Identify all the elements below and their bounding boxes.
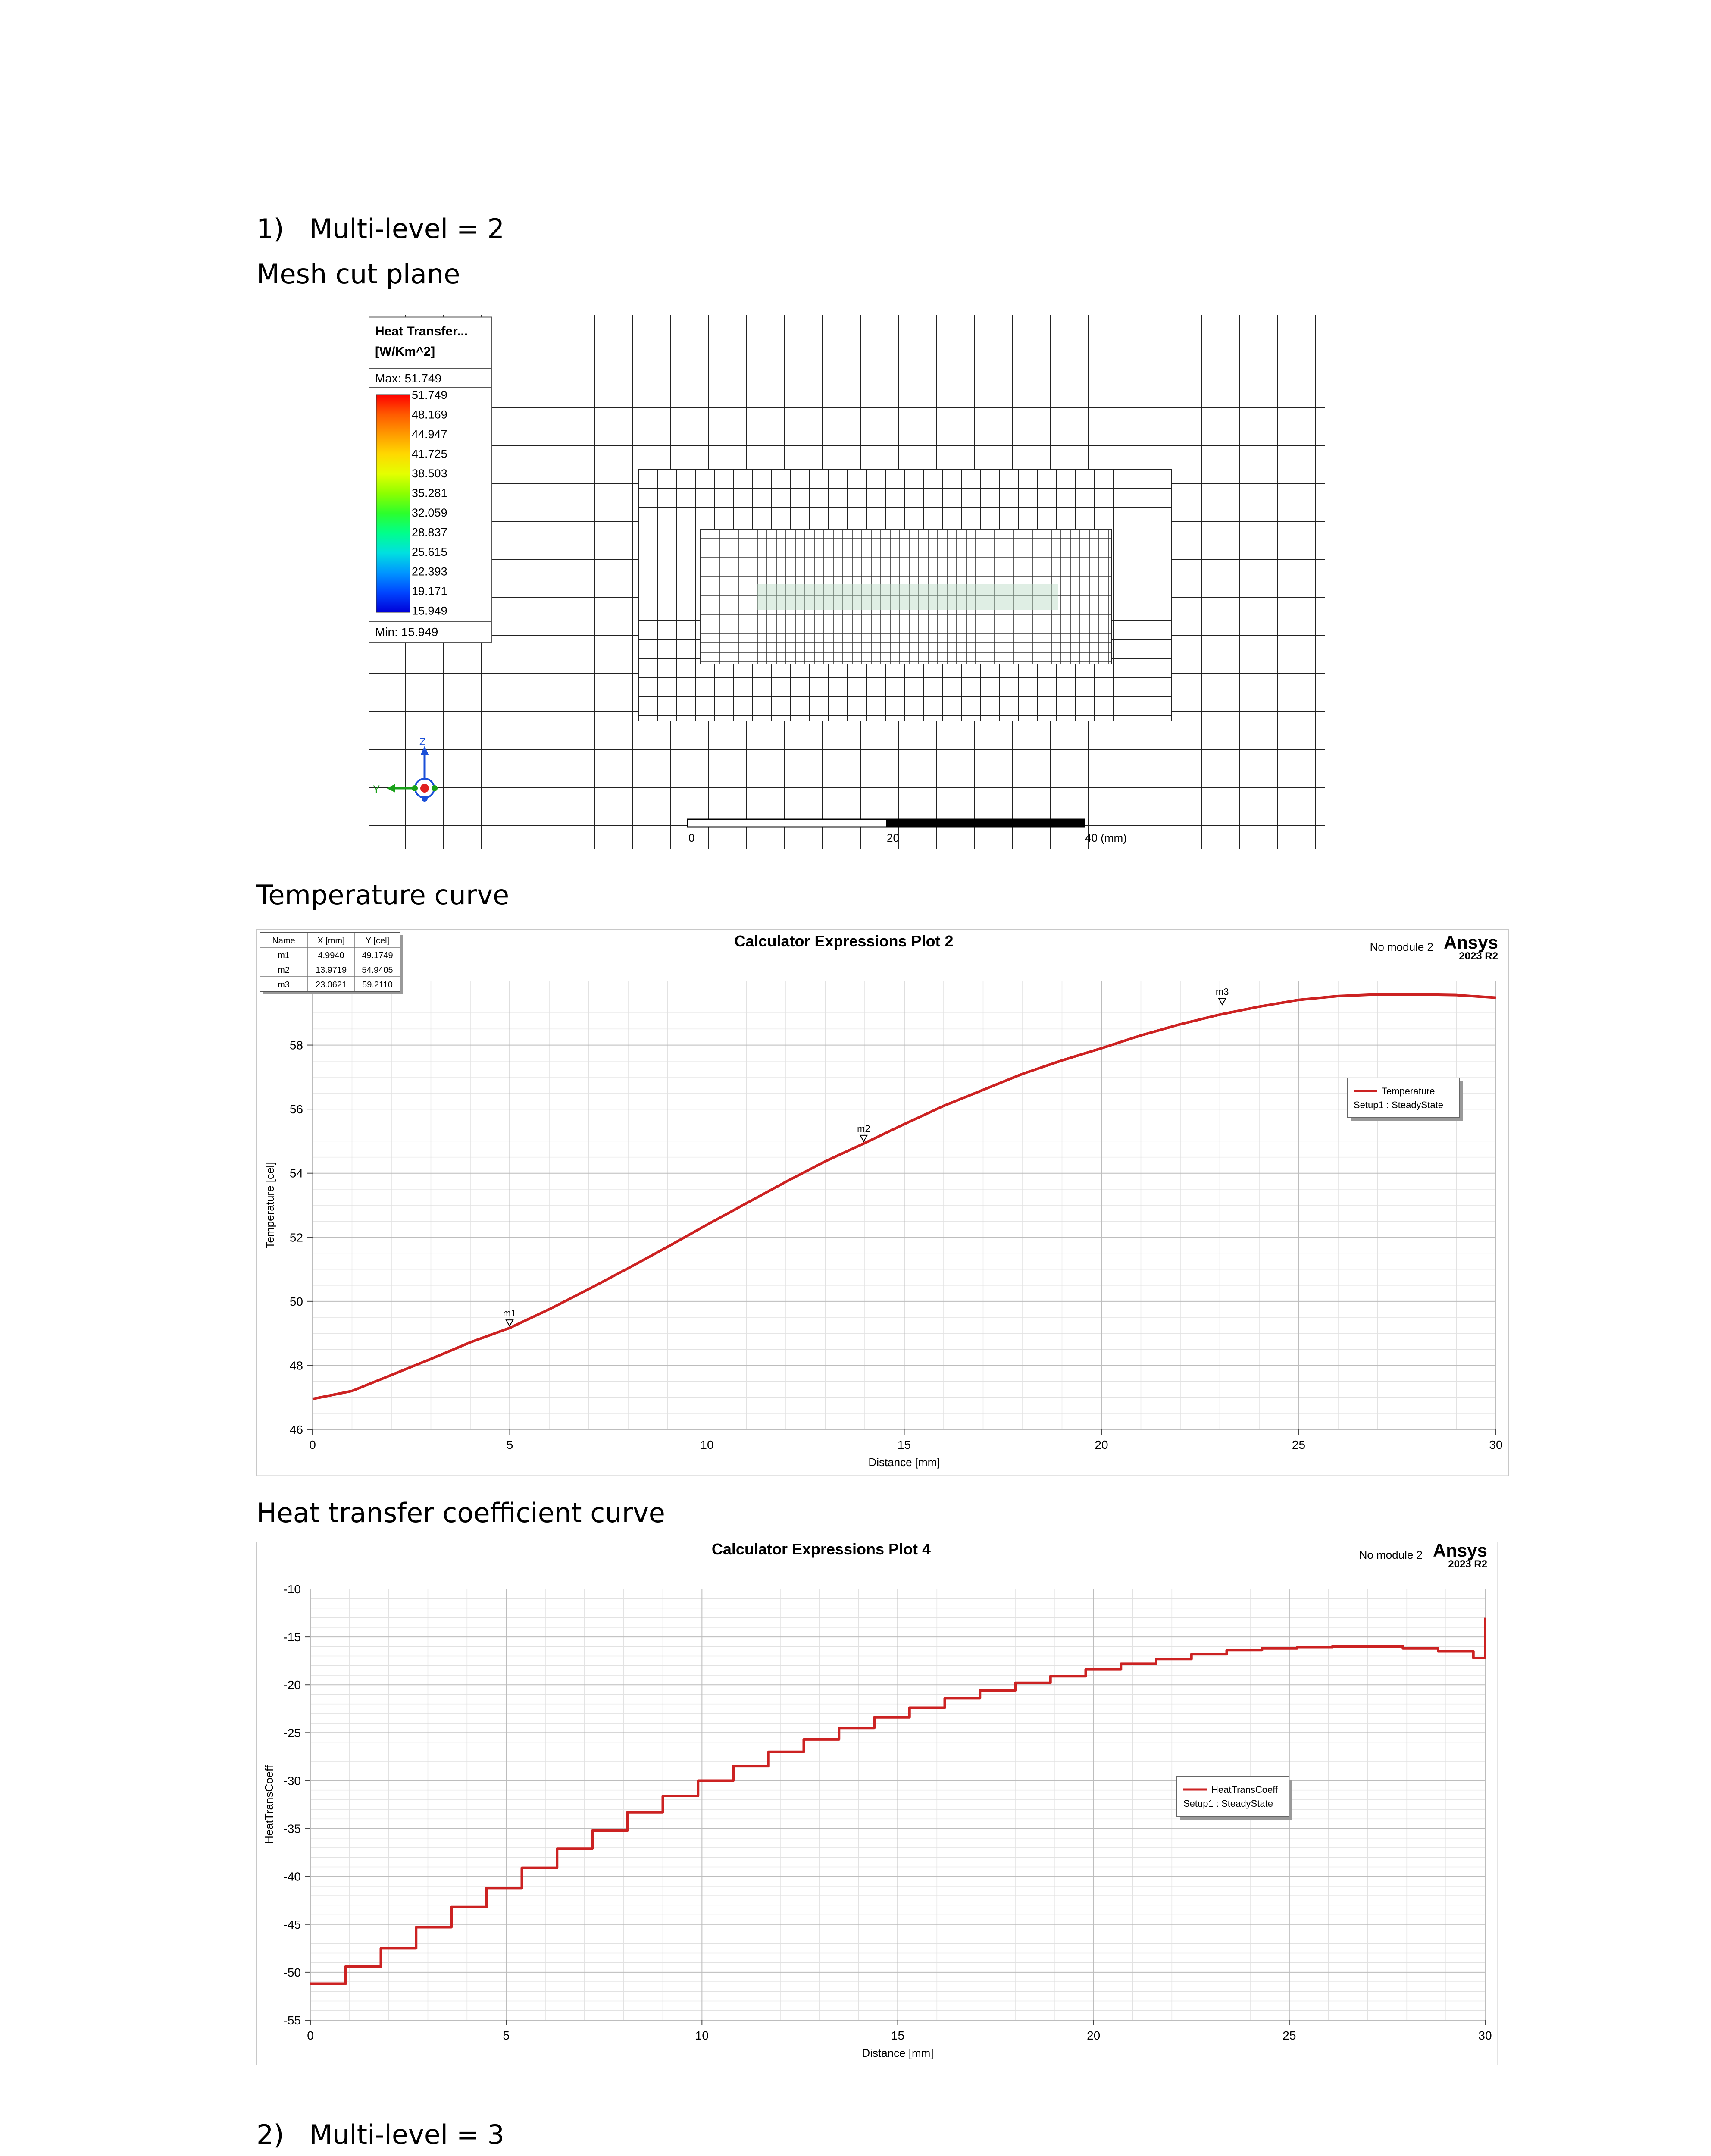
plot-title: Calculator Expressions Plot 4 (711, 1542, 931, 1558)
mesh-legend-title: Heat Transfer... (375, 324, 468, 338)
marker-label-m2: m2 (857, 1123, 870, 1134)
marker-table-cell: m2 (278, 965, 290, 975)
y-tick-label: 54 (289, 1166, 303, 1180)
mesh-grid (369, 315, 1325, 849)
mesh-legend-value: 19.171 (412, 585, 447, 598)
ansys-logo: Ansys (1433, 1542, 1487, 1561)
ansys-version: 2023 R2 (1448, 1558, 1487, 1570)
legend-box (1177, 1777, 1289, 1816)
legend-box (1347, 1078, 1459, 1118)
z-axis-label: Z (419, 736, 426, 748)
mesh-legend (369, 317, 491, 642)
heat-transfer-chart (256, 1542, 1498, 2065)
scale-bar (688, 819, 1127, 844)
heat-source-region (757, 584, 1058, 610)
plot-title: Calculator Expressions Plot 2 (734, 932, 954, 950)
scale-bar-fill (886, 819, 1084, 827)
x-tick-label: 10 (695, 2029, 709, 2042)
y-tick-label: -10 (283, 1583, 301, 1596)
marker-table[interactable] (260, 933, 403, 994)
y-tick-label: -20 (283, 1678, 301, 1692)
y-tick-label: 48 (289, 1359, 303, 1373)
marker-table-cell: 4.9940 (318, 951, 344, 960)
mesh-legend-max: Max: 51.749 (375, 372, 442, 385)
x-tick-label: 0 (309, 1438, 316, 1451)
legend-setup-name: Setup1 : SteadyState (1354, 1100, 1443, 1110)
mesh-legend-value: 41.725 (412, 447, 447, 461)
x-axis-label: Distance [mm] (862, 2046, 934, 2059)
legend-series-name: HeatTransCoeff (1211, 1784, 1278, 1795)
y-tick-label: 52 (289, 1231, 303, 1244)
triad-node (432, 785, 438, 791)
marker-table-header: Name (272, 936, 295, 946)
y-tick-label: -55 (283, 2014, 301, 2027)
marker-table-cell: 59.2110 (362, 980, 393, 990)
ansys-version: 2023 R2 (1459, 950, 1498, 962)
x-tick-label: 25 (1292, 1438, 1306, 1451)
plot-module-label: No module 2 (1370, 940, 1433, 953)
series-legend[interactable] (1177, 1777, 1292, 1820)
mesh-legend-value: 44.947 (412, 428, 447, 441)
section-1-number: 1) (256, 213, 284, 244)
x-tick-label: 20 (1095, 1438, 1108, 1451)
y-axis-label: Temperature [cel] (263, 1162, 276, 1249)
mesh-legend-value: 15.949 (412, 604, 447, 617)
section-2-heading (256, 2119, 504, 2150)
mesh-legend-value: 32.059 (412, 506, 447, 519)
heat-transfer-caption: Heat transfer coefficient curve (256, 1497, 665, 1529)
y-axis-arrow (387, 784, 395, 793)
y-tick-label: -25 (283, 1726, 301, 1740)
mesh-caption: Mesh cut plane (256, 258, 460, 290)
temperature-plot[interactable] (256, 929, 1509, 1476)
mesh-legend-value: 48.169 (412, 408, 447, 421)
marker-table-cell: 13.9719 (315, 965, 347, 975)
scale-bar-label: 40 (mm) (1085, 831, 1127, 844)
mesh-legend-value: 25.615 (412, 545, 447, 558)
section-1-title: Multi-level = 2 (309, 213, 504, 244)
y-tick-label: -45 (283, 1918, 301, 1931)
y-tick-label: 58 (289, 1038, 303, 1052)
ansys-logo: Ansys (1443, 932, 1498, 953)
mesh-legend-value: 28.837 (412, 526, 447, 539)
temperature-chart (256, 929, 1509, 1476)
y-tick-label: -30 (283, 1774, 301, 1788)
marker-label-m1: m1 (503, 1308, 516, 1319)
mesh-legend-value: 35.281 (412, 486, 447, 500)
x-tick-label: 10 (700, 1438, 714, 1451)
marker-table-cell: 23.0621 (315, 980, 347, 990)
x-tick-label: 15 (897, 1438, 911, 1451)
y-tick-label: -15 (283, 1630, 301, 1644)
mesh-cut-plane-view[interactable] (369, 315, 1325, 849)
triad-node (412, 785, 418, 791)
scale-bar-label: 0 (688, 831, 695, 844)
mesh-legend-colorbar (376, 395, 410, 612)
mesh-legend-unit: [W/Km^2] (375, 345, 435, 359)
legend-series-name: Temperature (1382, 1086, 1435, 1097)
x-tick-label: 25 (1282, 2029, 1296, 2042)
marker-table-header: Y [cel] (365, 936, 390, 946)
series-legend[interactable] (1347, 1078, 1463, 1121)
section-2-number: 2) (256, 2119, 284, 2150)
mesh-legend-min: Min: 15.949 (375, 625, 438, 639)
mesh-legend-value: 51.749 (412, 389, 447, 401)
marker-table-cell: m1 (278, 951, 290, 960)
y-tick-label: -40 (283, 1870, 301, 1883)
legend-setup-name: Setup1 : SteadyState (1183, 1798, 1273, 1809)
mesh-legend-value: 38.503 (412, 467, 447, 480)
y-tick-label: -35 (283, 1822, 301, 1836)
mesh-legend-value: 22.393 (412, 565, 447, 578)
x-tick-label: 5 (506, 1438, 513, 1451)
temperature-caption: Temperature curve (256, 879, 510, 911)
marker-table-cell: 49.1749 (362, 951, 393, 960)
y-tick-label: 46 (289, 1423, 303, 1436)
triad-node (422, 796, 428, 802)
x-tick-label: 0 (307, 2029, 314, 2042)
x-tick-label: 15 (891, 2029, 905, 2042)
heat-transfer-plot[interactable] (256, 1542, 1498, 2065)
x-tick-label: 30 (1489, 1438, 1503, 1451)
marker-table-cell: 54.9405 (362, 965, 393, 975)
x-tick-label: 5 (503, 2029, 510, 2042)
marker-label-m3: m3 (1215, 986, 1229, 997)
x-axis-label: Distance [mm] (868, 1456, 940, 1469)
mesh-canvas (369, 315, 1325, 849)
marker-table-header: X [mm] (317, 936, 345, 946)
y-axis-label: HeatTransCoeff (263, 1765, 275, 1844)
y-tick-label: 56 (289, 1103, 303, 1116)
x-tick-label: 30 (1478, 2029, 1492, 2042)
y-tick-label: 50 (289, 1294, 303, 1308)
y-axis-label: Y (373, 783, 380, 795)
x-tick-label: 20 (1087, 2029, 1101, 2042)
y-tick-label: -50 (283, 1965, 301, 1979)
plot-module-label: No module 2 (1359, 1548, 1423, 1561)
x-axis-dot (420, 784, 429, 793)
scale-bar-label: 20 (887, 831, 899, 844)
section-1-heading (256, 213, 504, 244)
marker-table-cell: m3 (278, 980, 290, 990)
section-2-title: Multi-level = 3 (309, 2119, 504, 2150)
